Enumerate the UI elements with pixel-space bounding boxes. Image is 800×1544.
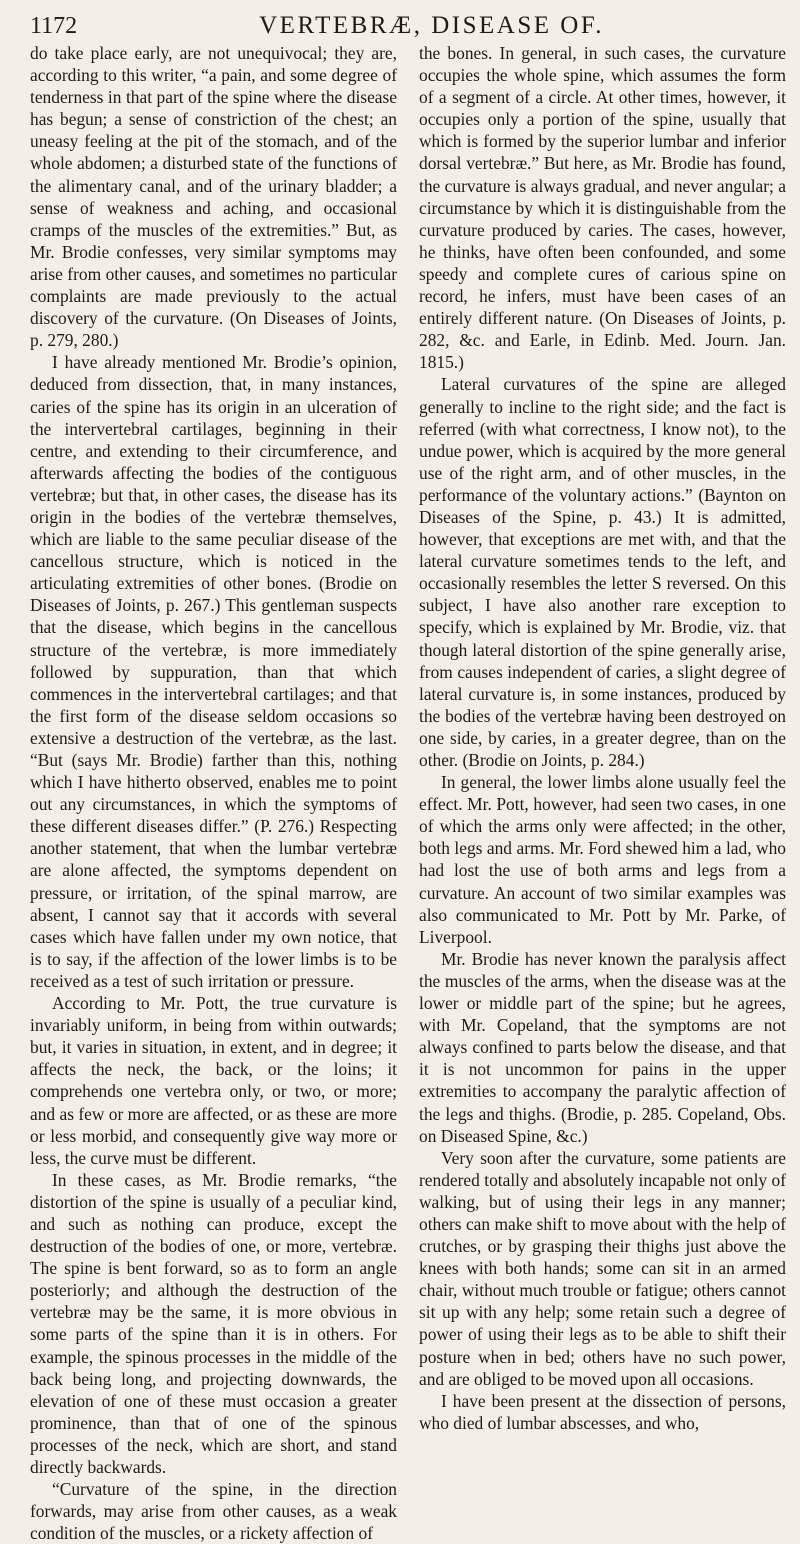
paragraph: According to Mr. Pott, the true curvature is invariably uniform, in being from within outwards; but, it varies in situation, in extent, and in degree; it affects the neck, the back, or the loins; it comprehends one vertebra only, or two, or more; and as few or more are affected, or as these are more or less morbid, and consequently give way more or less, the curve must be different. xyxy=(30,993,397,1168)
running-header xyxy=(30,0,786,40)
paragraph: the bones. In general, in such cases, the curvature occupies the whole spine, which assumes the form of a segment of a circle. At other times, however, it occupies only a portion of the spine, usually that which is formed by the superior lumbar and inferior dorsal vertebræ.” But here, as Mr. Brodie has found, the curvature is always gradual, and never angular; a circumstance by which it is distinguishable from the curvature produced by caries. The cases, however, he thinks, have often been confounded, and some speedy and complete cures of carious spine on record, he infers, must have been cases of an entirely different nature. (On Diseases of Joints, p. 282, &c. and Earle, in Edinb. Med. Journ. Jan. 1815.) xyxy=(419,43,786,373)
right-column xyxy=(419,42,786,1433)
paragraph: Lateral curvatures of the spine are alleged generally to incline to the right side; and the fact is referred (with what correctness, I know not), to the undue power, which is acquired by the more general use of the right arm, and of other muscles, in the performance of the voluntary actions.” (Baynton on Diseases of the Spine, p. 43.) It is admitted, however, that exceptions are met with, and that the lateral curvature sometimes tends to the left, and occasionally resembles the letter S reversed. On this subject, I have also another rare exception to specify, which is explained by Mr. Brodie, viz. that though lateral distortion of the spine generally arise, from causes independent of caries, a slight degree of lateral curvature is, in some instances, produced by the bodies of the vertebræ having been destroyed on one side, by caries, in a greater degree, than on the other. (Brodie on Joints, p. 284.) xyxy=(419,374,786,770)
paragraph: “Curvature of the spine, in the direction forwards, may arise from other causes, as a weak condition of the muscles, or a rickety affection of xyxy=(30,1479,397,1544)
paragraph: I have already mentioned Mr. Brodie’s opinion, deduced from dissection, that, in many instances, caries of the spine has its origin in an ulceration of the intervertebral cartilages, beginning in their centre, and extending to their circumference, and afterwards affecting the bodies of the contiguous vertebræ; but that, in other cases, the disease has its origin in the bodies of the vertebræ themselves, which are liable to the same peculiar disease of the cancellous structure, which is noticed in the articulating extremities of other bones. (Brodie on Diseases of Joints, p. 267.) This gentleman suspects that the disease, which begins in the cancellous structure of the vertebræ, is more immediately followed by suppuration, than that which commences in the intervertebral cartilages; and that the first form of the disease seldom occasions so extensive a destruction of the vertebræ, as the last. “But (says Mr. Brodie) farther than this, nothing which I have hitherto observed, enables me to point out any circumstances, in which the symptoms of these different diseases differ.” (P. 276.) Respecting another statement, that when the lumbar vertebræ are alone affected, the symptoms dependent on pressure, or irritation, of the spinal marrow, are absent, I cannot say that it accords with several cases which have fallen under my own notice, that is to say, if the affection of the lower limbs is to be received as a test of such irritation or pressure. xyxy=(30,352,397,991)
running-title: VERTEBRÆ, DISEASE OF. xyxy=(259,12,604,39)
paragraph: I have been present at the dissection of persons, who died of lumbar abscesses, and who, xyxy=(419,1390,786,1433)
paragraph: In general, the lower limbs alone usually feel the effect. Mr. Pott, however, had seen two cases, in one of which the arms only were affected; in the other, both legs and arms. Mr. Ford shewed him a lad, who had lost the use of both arms and legs from a curvature. An account of two similar examples was also communicated to Mr. Pott by Mr. Parke, of Liverpool. xyxy=(419,772,786,947)
paragraph: Very soon after the curvature, some patients are rendered totally and absolutely incapable not only of walking, but of using their legs in any manner; others can make shift to move about with the help of crutches, or by grasping their thighs just above the knees with both hands; some can sit in an armed chair, without much trouble or fatigue; others cannot sit up with any help; some retain such a degree of power of using their legs as to be able to shift their posture when in bed; others have no such power, and are obliged to be moved upon all occasions. xyxy=(419,1147,786,1389)
paragraph: In these cases, as Mr. Brodie remarks, “the distortion of the spine is usually of a peculiar kind, and such as nothing can produce, except the destruction of the bodies of one, or more, vertebræ. The spine is bent forward, so as to form an angle posteriorly; and although the destruction of the vertebræ may be the same, it is more obvious in some parts of the spine than it is in others. For example, the spinous processes in the middle of the back being long, and projecting downwards, the elevation of one of these must occasion a greater prominence, than that of one of the spinous processes of the neck, which are short, and stand directly backwards. xyxy=(30,1169,397,1477)
paragraph: do take place early, are not unequivocal; they are, according to this writer, “a pain, and some degree of tenderness in that part of the spine where the disease has begun; a sense of constriction of the chest; an uneasy feeling at the pit of the stomach, and of the whole abdomen; a disturbed state of the functions of the alimentary canal, and of the urinary bladder; a sense of weakness and aching, and occasional cramps of the muscles of the extremities.” But, as Mr. Brodie confesses, very similar symptoms may arise from other causes, and sometimes no particular complaints are made previously to the actual discovery of the curvature. (On Diseases of Joints, p. 279, 280.) xyxy=(30,43,397,351)
text-columns xyxy=(30,42,786,1544)
paragraph: Mr. Brodie has never known the paralysis affect the muscles of the arms, when the disease was at the lower or middle part of the spine; but he agrees, with Mr. Copeland, that the symptoms are not always confined to parts below the disease, and that it is not uncommon for pains in the upper extremities to accompany the paralytic affection of the legs and thighs. (Brodie, p. 285. Copeland, Obs. on Diseased Spine, &c.) xyxy=(419,948,786,1146)
page-number: 1172 xyxy=(30,13,78,39)
left-column xyxy=(30,42,397,1544)
